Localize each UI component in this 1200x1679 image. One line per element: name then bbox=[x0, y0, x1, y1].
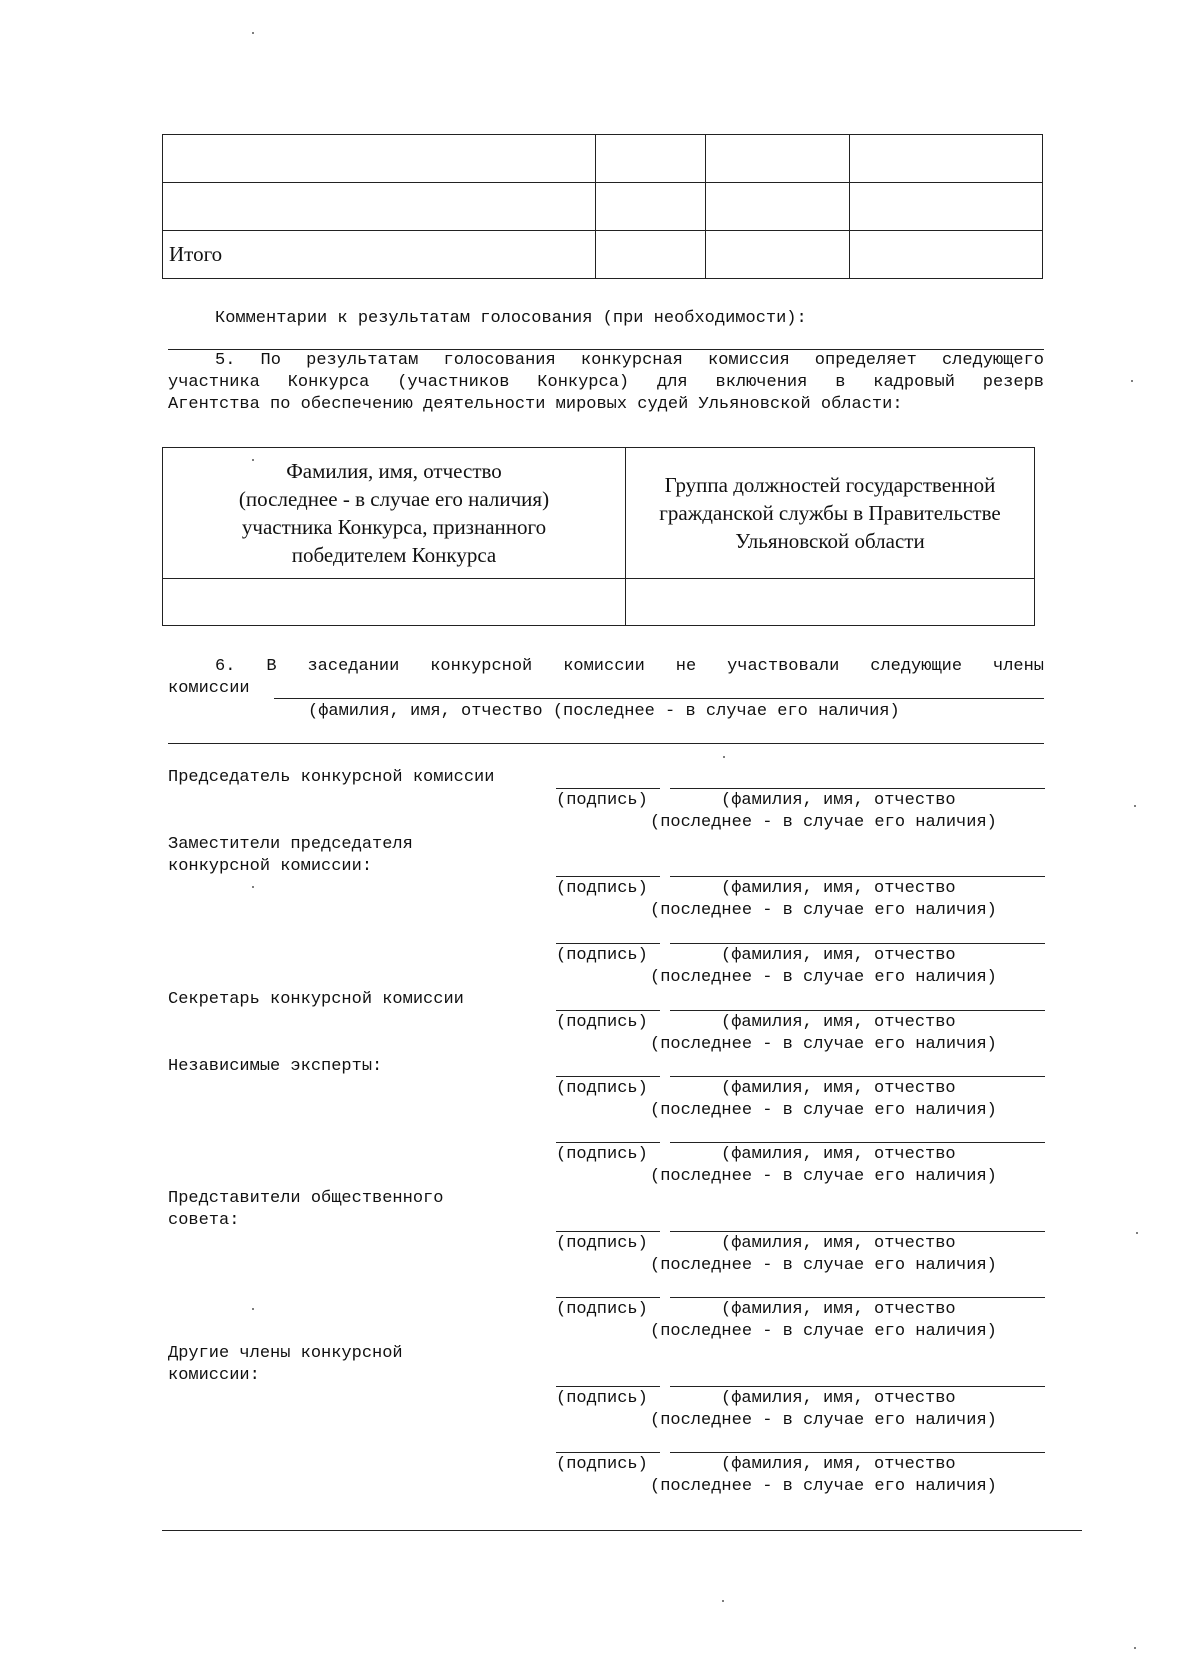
winners-table bbox=[162, 447, 1035, 626]
role-deputies: Заместители председателя bbox=[168, 835, 413, 854]
scan-speck bbox=[723, 756, 725, 758]
role-other-members: Другие члены конкурсной bbox=[168, 1344, 403, 1363]
table-cell bbox=[850, 231, 1043, 279]
section5-paragraph bbox=[168, 350, 1044, 416]
table-cell bbox=[163, 579, 626, 626]
name-line bbox=[670, 1010, 1045, 1011]
signature-label: (подпись) bbox=[556, 1145, 648, 1164]
name-label: (последнее - в случае его наличия) bbox=[650, 1477, 997, 1496]
signature-line bbox=[556, 1386, 660, 1387]
signature-label: (подпись) bbox=[556, 1013, 648, 1032]
scan-speck bbox=[252, 32, 254, 34]
role-secretary: Секретарь конкурсной комиссии bbox=[168, 990, 464, 1009]
name-label: (последнее - в случае его наличия) bbox=[650, 1167, 997, 1186]
document-end-rule bbox=[162, 1530, 1082, 1531]
header-line: участника Конкурса, признанного bbox=[241, 515, 547, 539]
scan-speck bbox=[252, 886, 254, 888]
absent-members-hint: (фамилия, имя, отчество (последнее - в случае его наличия) bbox=[308, 702, 900, 721]
role-chairman: Председатель конкурсной комиссии bbox=[168, 768, 495, 787]
absent-members-line-2 bbox=[168, 743, 1044, 744]
name-label: (фамилия, имя, отчество bbox=[721, 1013, 956, 1032]
name-line bbox=[670, 1297, 1045, 1298]
name-line bbox=[670, 1076, 1045, 1077]
header-cell-fio bbox=[163, 448, 626, 579]
role-experts: Независимые эксперты: bbox=[168, 1057, 383, 1076]
name-line bbox=[670, 1231, 1045, 1232]
table-row-total bbox=[163, 231, 1043, 279]
name-label: (фамилия, имя, отчество bbox=[721, 1455, 956, 1474]
signature-label: (подпись) bbox=[556, 791, 648, 810]
signature-line bbox=[556, 1297, 660, 1298]
name-line bbox=[670, 788, 1045, 789]
name-label: (последнее - в случае его наличия) bbox=[650, 968, 997, 987]
signature-line bbox=[556, 1142, 660, 1143]
name-label: (последнее - в случае его наличия) bbox=[650, 1101, 997, 1120]
table-cell bbox=[706, 135, 850, 183]
name-label: (фамилия, имя, отчество bbox=[721, 1234, 956, 1253]
header-line: Ульяновской области bbox=[735, 529, 925, 553]
name-line bbox=[670, 876, 1045, 877]
signature-label: (подпись) bbox=[556, 1389, 648, 1408]
section6-line: 6. В заседании конкурсной комиссии не участвовали следующие члены bbox=[215, 657, 1044, 676]
results-table bbox=[162, 134, 1043, 279]
table-cell bbox=[706, 231, 850, 279]
signature-line bbox=[556, 1076, 660, 1077]
name-label: (фамилия, имя, отчество bbox=[721, 1145, 956, 1164]
scan-speck bbox=[1134, 1647, 1136, 1649]
table-cell bbox=[596, 183, 706, 231]
name-label: (фамилия, имя, отчество bbox=[721, 879, 956, 898]
section6-paragraph bbox=[168, 656, 1044, 700]
table-cell bbox=[596, 135, 706, 183]
table-cell bbox=[850, 183, 1043, 231]
header-line: Фамилия, имя, отчество bbox=[286, 459, 502, 483]
table-cell bbox=[626, 579, 1035, 626]
table-header-row bbox=[163, 448, 1035, 579]
name-label: (последнее - в случае его наличия) bbox=[650, 1411, 997, 1430]
signature-line bbox=[556, 1452, 660, 1453]
scan-speck bbox=[1136, 1232, 1138, 1234]
name-label: (последнее - в случае его наличия) bbox=[650, 1035, 997, 1054]
signature-label: (подпись) bbox=[556, 1234, 648, 1253]
scan-speck bbox=[252, 1308, 254, 1310]
role-public-council: совета: bbox=[168, 1211, 240, 1230]
signature-line bbox=[556, 788, 660, 789]
scan-speck bbox=[1131, 380, 1133, 382]
signature-line bbox=[556, 1010, 660, 1011]
name-label: (фамилия, имя, отчество bbox=[721, 791, 956, 810]
scan-speck bbox=[722, 1600, 724, 1602]
table-row bbox=[163, 135, 1043, 183]
name-line bbox=[670, 1142, 1045, 1143]
section5-line: Агентства по обеспечению деятельности мировых судей Ульяновской области: bbox=[168, 395, 903, 414]
signature-line bbox=[556, 876, 660, 877]
signature-line bbox=[556, 1231, 660, 1232]
name-label: (последнее - в случае его наличия) bbox=[650, 1322, 997, 1341]
section6-line: комиссии bbox=[168, 679, 250, 698]
table-cell bbox=[706, 183, 850, 231]
name-label: (фамилия, имя, отчество bbox=[721, 946, 956, 965]
absent-members-line bbox=[274, 698, 1044, 699]
name-label: (последнее - в случае его наличия) bbox=[650, 901, 997, 920]
name-line bbox=[670, 1452, 1045, 1453]
header-line: победителем Конкурса bbox=[291, 543, 497, 567]
signature-label: (подпись) bbox=[556, 1079, 648, 1098]
signature-label: (подпись) bbox=[556, 1455, 648, 1474]
role-public-council: Представители общественного bbox=[168, 1189, 444, 1208]
section5-line: 5. По результатам голосования конкурсная комиссия определяет следующего bbox=[215, 351, 1044, 370]
table-cell bbox=[163, 183, 596, 231]
section5-line: участника Конкурса (участников Конкурса) для включения в кадровый резерв bbox=[168, 373, 1044, 392]
header-line: гражданской службы в Правительстве bbox=[659, 501, 1001, 525]
table-cell bbox=[596, 231, 706, 279]
name-line bbox=[670, 1386, 1045, 1387]
signature-label: (подпись) bbox=[556, 879, 648, 898]
name-label: (последнее - в случае его наличия) bbox=[650, 813, 997, 832]
name-label: (фамилия, имя, отчество bbox=[721, 1079, 956, 1098]
signature-line bbox=[556, 943, 660, 944]
comments-label: Комментарии к результатам голосования (при необходимости): bbox=[215, 309, 807, 328]
role-deputies: конкурсной комиссии: bbox=[168, 857, 373, 876]
header-line: Группа должностей государственной bbox=[664, 473, 996, 497]
table-cell bbox=[163, 135, 596, 183]
name-line bbox=[670, 943, 1045, 944]
signature-label: (подпись) bbox=[556, 1300, 648, 1319]
role-other-members: комиссии: bbox=[168, 1366, 260, 1385]
signature-label: (подпись) bbox=[556, 946, 648, 965]
header-cell-group bbox=[626, 448, 1035, 579]
table-row bbox=[163, 183, 1043, 231]
table-cell bbox=[850, 135, 1043, 183]
name-label: (фамилия, имя, отчество bbox=[721, 1300, 956, 1319]
table-row bbox=[163, 579, 1035, 626]
header-line: (последнее - в случае его наличия) bbox=[238, 487, 550, 511]
scan-speck bbox=[1134, 805, 1136, 807]
name-label: (фамилия, имя, отчество bbox=[721, 1389, 956, 1408]
total-label: Итого bbox=[163, 231, 596, 279]
name-label: (последнее - в случае его наличия) bbox=[650, 1256, 997, 1275]
